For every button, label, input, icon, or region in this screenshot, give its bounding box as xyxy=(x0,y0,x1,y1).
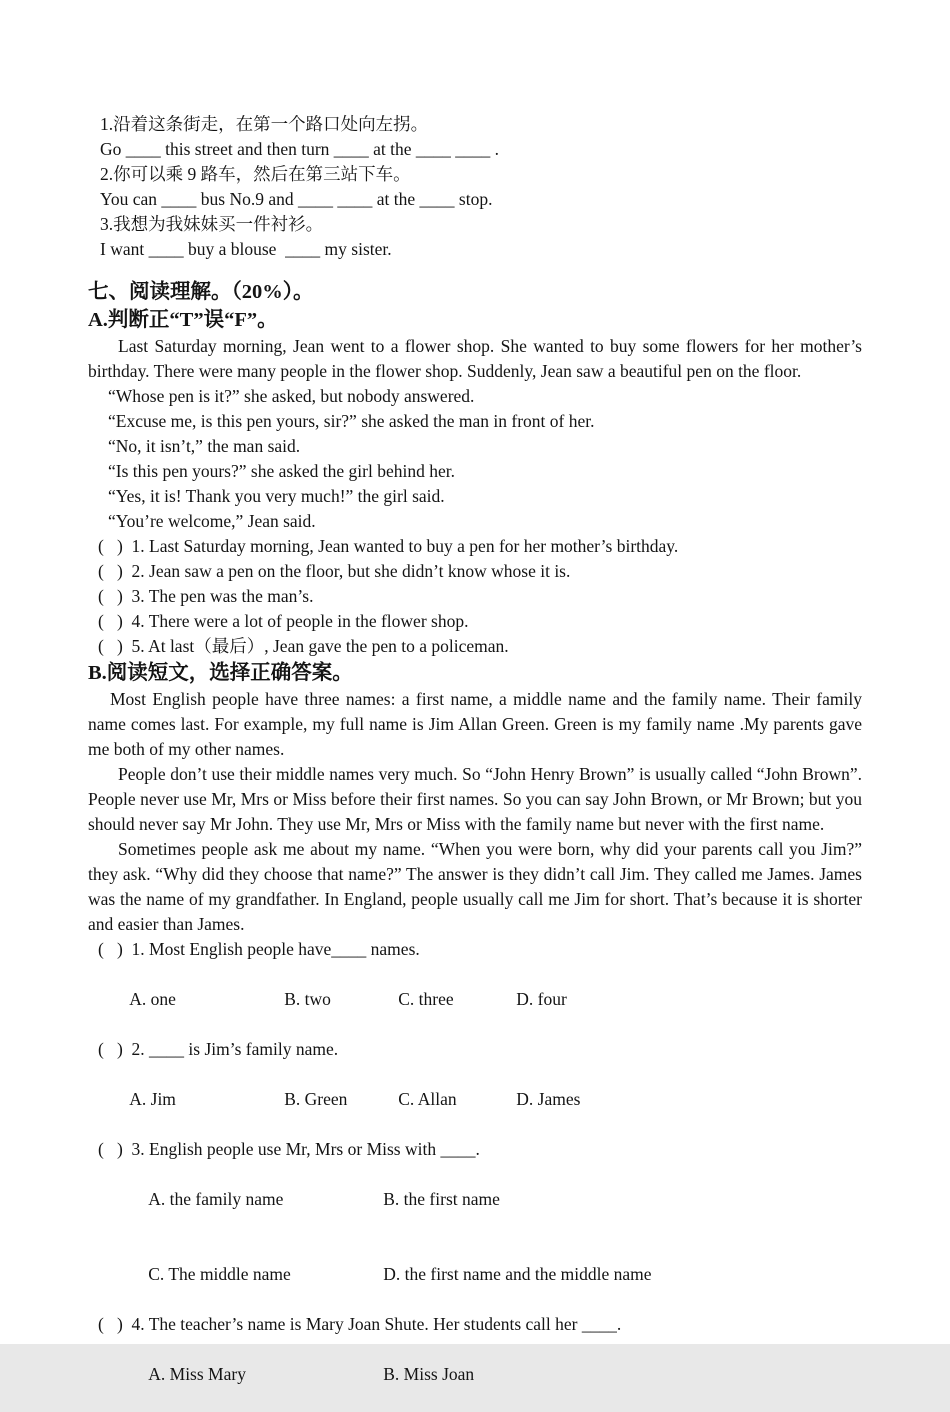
dialogue-line-6: “You’re welcome,” Jean said. xyxy=(108,511,316,531)
option-c: C. The middle name xyxy=(148,1264,291,1284)
dialogue-line-4: “Is this pen yours?” she asked the girl behind her. xyxy=(108,461,455,481)
tf-question-5: ( ) 5. At last（最后）, Jean gave the pen to a policeman. xyxy=(98,636,509,656)
option-c: C. Allan xyxy=(398,1089,457,1109)
option-d: D. James xyxy=(516,1089,581,1109)
dialogue-line-1: “Whose pen is it?” she asked, but nobody answered. xyxy=(108,386,475,406)
mc-question-1-stem: ( ) 1. Most English people have____ names. xyxy=(98,939,420,959)
option-a: A. Miss Mary xyxy=(148,1364,246,1384)
tf-question-3: ( ) 3. The pen was the man’s. xyxy=(98,586,314,606)
option-b: B. two xyxy=(284,989,331,1009)
dialogue-line-3: “No, it isn’t,” the man said. xyxy=(108,436,301,456)
option-b: B. Green xyxy=(284,1089,348,1109)
part-a-passage: Last Saturday morning, Jean went to a flower shop. She wanted to buy some flowers for her mother’s birthday. There were many people in the flower shop. Suddenly, Jean saw a beautiful pen on the floor. xyxy=(88,336,867,381)
section-7-heading: 七、阅读理解。（20%）。 xyxy=(88,281,314,303)
part-a-heading: A.判断正“T”误“F”。 xyxy=(88,309,278,331)
mc-question-2-options xyxy=(88,1062,862,1137)
dialogue-line-2: “Excuse me, is this pen yours, sir?” she asked the man in front of her. xyxy=(108,411,595,431)
mc-question-4-stem: ( ) 4. The teacher’s name is Mary Joan Shute. Her students call her ____. xyxy=(98,1314,622,1334)
mc-question-4-options xyxy=(88,1337,862,1412)
part-b-paragraph-1: Most English people have three names: a first name, a middle name and the family name. Their family name comes last. For example, my full name is Jim Allan Green. Green is my family name .My parents gave me both of my other names. xyxy=(88,689,867,759)
part-b-paragraph-2: People don’t use their middle names very much. So “John Henry Brown” is usually called “John Brown”. People never use Mr, Mrs or Miss before their first names. So you can say John Brown, or Mr Brown; but you should never say Mr John. They use Mr, Mrs or Miss with the family name but never with the first name. xyxy=(88,764,867,834)
dialogue-line-5: “Yes, it is! Thank you very much!” the girl said. xyxy=(108,486,445,506)
mc-question-3-options-row-1 xyxy=(88,1162,862,1237)
option-d: D. the first name and the middle name xyxy=(383,1264,652,1284)
option-b: B. the first name xyxy=(383,1189,500,1209)
option-a: A. the family name xyxy=(148,1189,284,1209)
translation-en-1: Go ____ this street and then turn ____ at the ____ ____ . xyxy=(100,139,500,159)
translation-cn-1: 1.沿着这条街走，在第一个路口处向左拐。 xyxy=(100,114,429,134)
translation-section xyxy=(88,112,862,262)
option-d: D. four xyxy=(516,989,567,1009)
tf-question-2: ( ) 2. Jean saw a pen on the floor, but she didn’t know whose it is. xyxy=(98,561,571,581)
mc-question-2-stem: ( ) 2. ____ is Jim’s family name. xyxy=(98,1039,339,1059)
tf-question-1: ( ) 1. Last Saturday morning, Jean wanted to buy a pen for her mother’s birthday. xyxy=(98,536,679,556)
part-b-heading: B.阅读短文，选择正确答案。 xyxy=(88,662,353,684)
mc-question-3-options-row-2 xyxy=(88,1237,862,1312)
translation-en-3: I want ____ buy a blouse ____ my sister. xyxy=(100,239,392,259)
mc-question-1-options xyxy=(88,962,862,1037)
translation-cn-3: 3.我想为我妹妹买一件衬衫。 xyxy=(100,214,324,234)
mc-question-3-stem: ( ) 3. English people use Mr, Mrs or Miss with ____. xyxy=(98,1139,480,1159)
option-a: A. one xyxy=(129,989,176,1009)
option-a: A. Jim xyxy=(129,1089,176,1109)
part-b-paragraph-3: Sometimes people ask me about my name. “When you were born, why did your parents call you Jim?” they ask. “Why did they choose that name?” The answer is they didn’t call Jim. They called me James. James was the name of my grandfather. In England, people usually call me Jim for short. That’s because it is shorter and easier than James. xyxy=(88,839,867,934)
option-c: C. three xyxy=(398,989,454,1009)
tf-question-4: ( ) 4. There were a lot of people in the flower shop. xyxy=(98,611,469,631)
translation-cn-2: 2.你可以乘 9 路车，然后在第三站下车。 xyxy=(100,164,411,184)
option-b: B. Miss Joan xyxy=(383,1364,475,1384)
translation-en-2: You can ____ bus No.9 and ____ ____ at the ____ stop. xyxy=(100,189,493,209)
